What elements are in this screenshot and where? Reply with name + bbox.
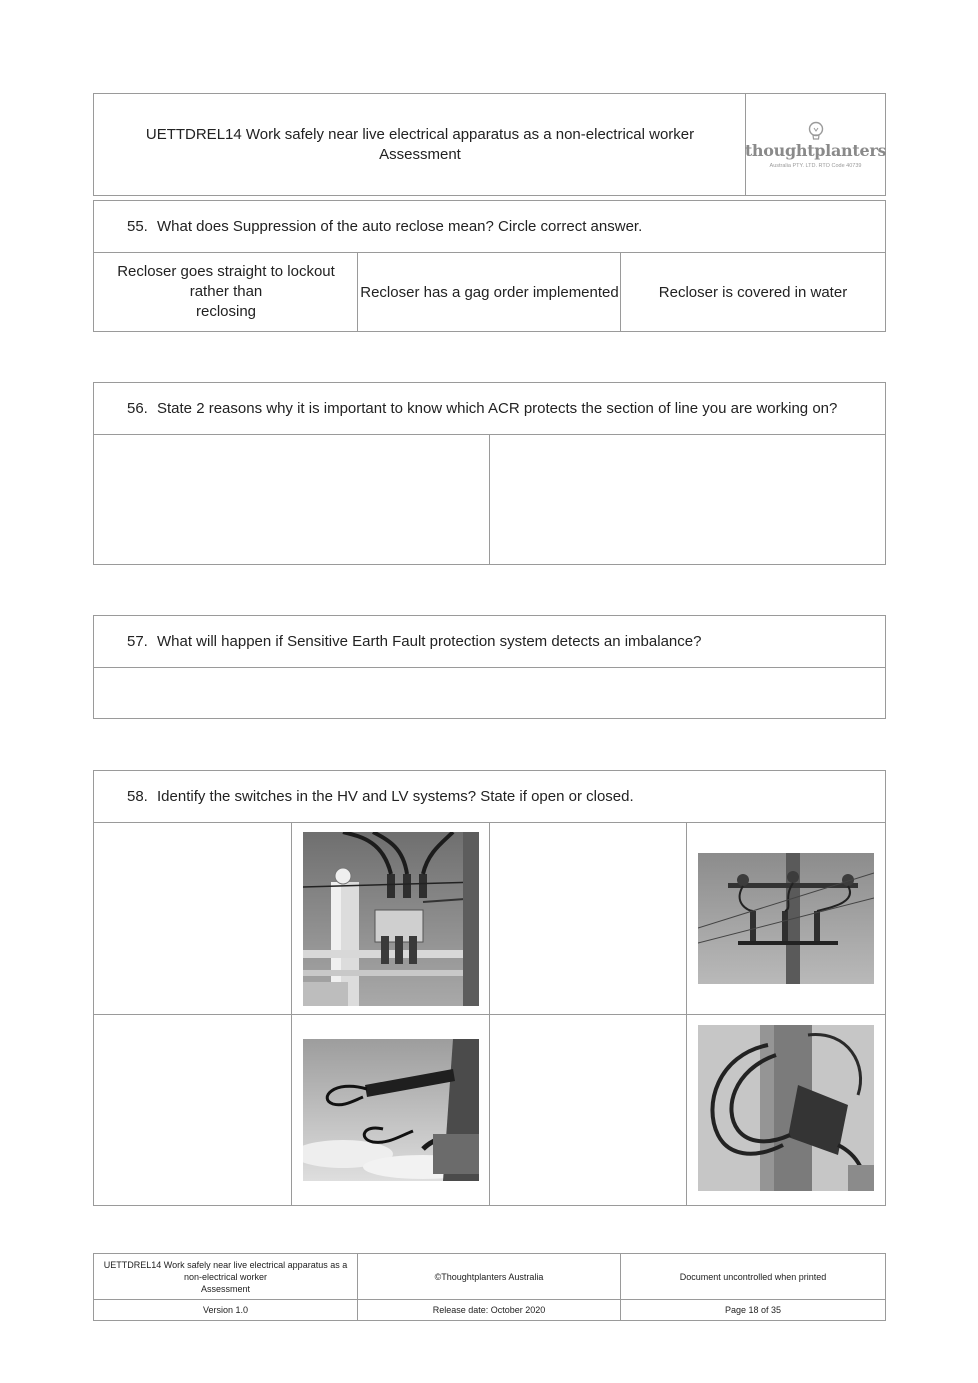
answer-field-57[interactable] [94, 668, 885, 718]
question-58-number: 58. [127, 788, 148, 805]
document-header [93, 93, 886, 196]
document-footer [93, 1253, 886, 1321]
logo [746, 94, 885, 195]
footer-page-number: Page 18 of 35 [724, 1305, 782, 1315]
footer-uncontrolled: Document uncontrolled when printed [679, 1271, 827, 1282]
photo-lv-switch-1 [303, 1039, 479, 1181]
question-58 [93, 770, 886, 1206]
logo-sub: Australia PTY. LTD. RTO Code 40739 [769, 162, 862, 169]
footer-release-date: Release date: October 2020 [432, 1305, 546, 1315]
answer-field-58-1[interactable] [94, 823, 291, 1014]
question-57 [93, 615, 886, 719]
question-55-label: What does Suppression of the auto reclose mean? Circle correct answer. [157, 218, 643, 235]
question-58-text [127, 788, 634, 805]
question-56-label: State 2 reasons why it is important to know which ACR protects the section of line you are working on? [157, 400, 838, 417]
answer-option-1[interactable] [94, 253, 358, 331]
footer-doc-title-line2: non-electrical worker [183, 1271, 268, 1282]
question-56-text [127, 400, 837, 417]
footer-doc-title [94, 1254, 357, 1299]
header-title-line1: UETTDREL14 Work safely near live electrical apparatus as a non-electrical worker [145, 125, 695, 143]
photo-lv-switch-2 [698, 1025, 874, 1191]
question-57-label: What will happen if Sensitive Earth Fault protection system detects an imbalance? [157, 633, 702, 650]
header-title [94, 94, 746, 195]
question-55 [93, 200, 886, 332]
answer-field-58-3[interactable] [94, 1015, 291, 1205]
answer-option-1-line2: rather than [189, 283, 263, 300]
question-56 [93, 382, 886, 565]
logo-name: thoughtplanters [744, 140, 887, 160]
answer-field-56-reason-1[interactable] [94, 435, 489, 564]
answer-field-58-2[interactable] [490, 823, 686, 1014]
answer-field-58-4[interactable] [490, 1015, 686, 1205]
question-57-number: 57. [127, 633, 148, 650]
header-title-line2: Assessment [379, 145, 461, 163]
footer-copyright: ©Thoughtplanters Australia [434, 1271, 544, 1282]
question-58-label: Identify the switches in the HV and LV systems? State if open or closed. [157, 788, 634, 805]
question-56-number: 56. [127, 400, 148, 417]
question-55-number: 55. [127, 218, 148, 235]
answer-option-2[interactable] [358, 253, 621, 331]
answer-option-1-line1: Recloser goes straight to lockout [117, 263, 335, 280]
footer-doc-title-line1: UETTDREL14 Work safely near live electrical apparatus as a [103, 1259, 348, 1270]
answer-option-1-line3: reclosing [195, 303, 257, 320]
photo-hv-switch-1 [303, 832, 479, 1006]
question-55-text [127, 218, 642, 235]
footer-version: Version 1.0 [202, 1305, 249, 1315]
question-57-text [127, 633, 701, 650]
photo-hv-switch-2 [698, 853, 874, 984]
answer-option-2-label: Recloser has a gag order implemented [360, 283, 619, 301]
footer-doc-title-line3: Assessment [200, 1283, 251, 1294]
lightbulb-icon [807, 121, 825, 143]
answer-field-56-reason-2[interactable] [490, 435, 885, 564]
answer-option-3-label: Recloser is covered in water [658, 283, 848, 301]
answer-option-3[interactable] [621, 253, 885, 331]
